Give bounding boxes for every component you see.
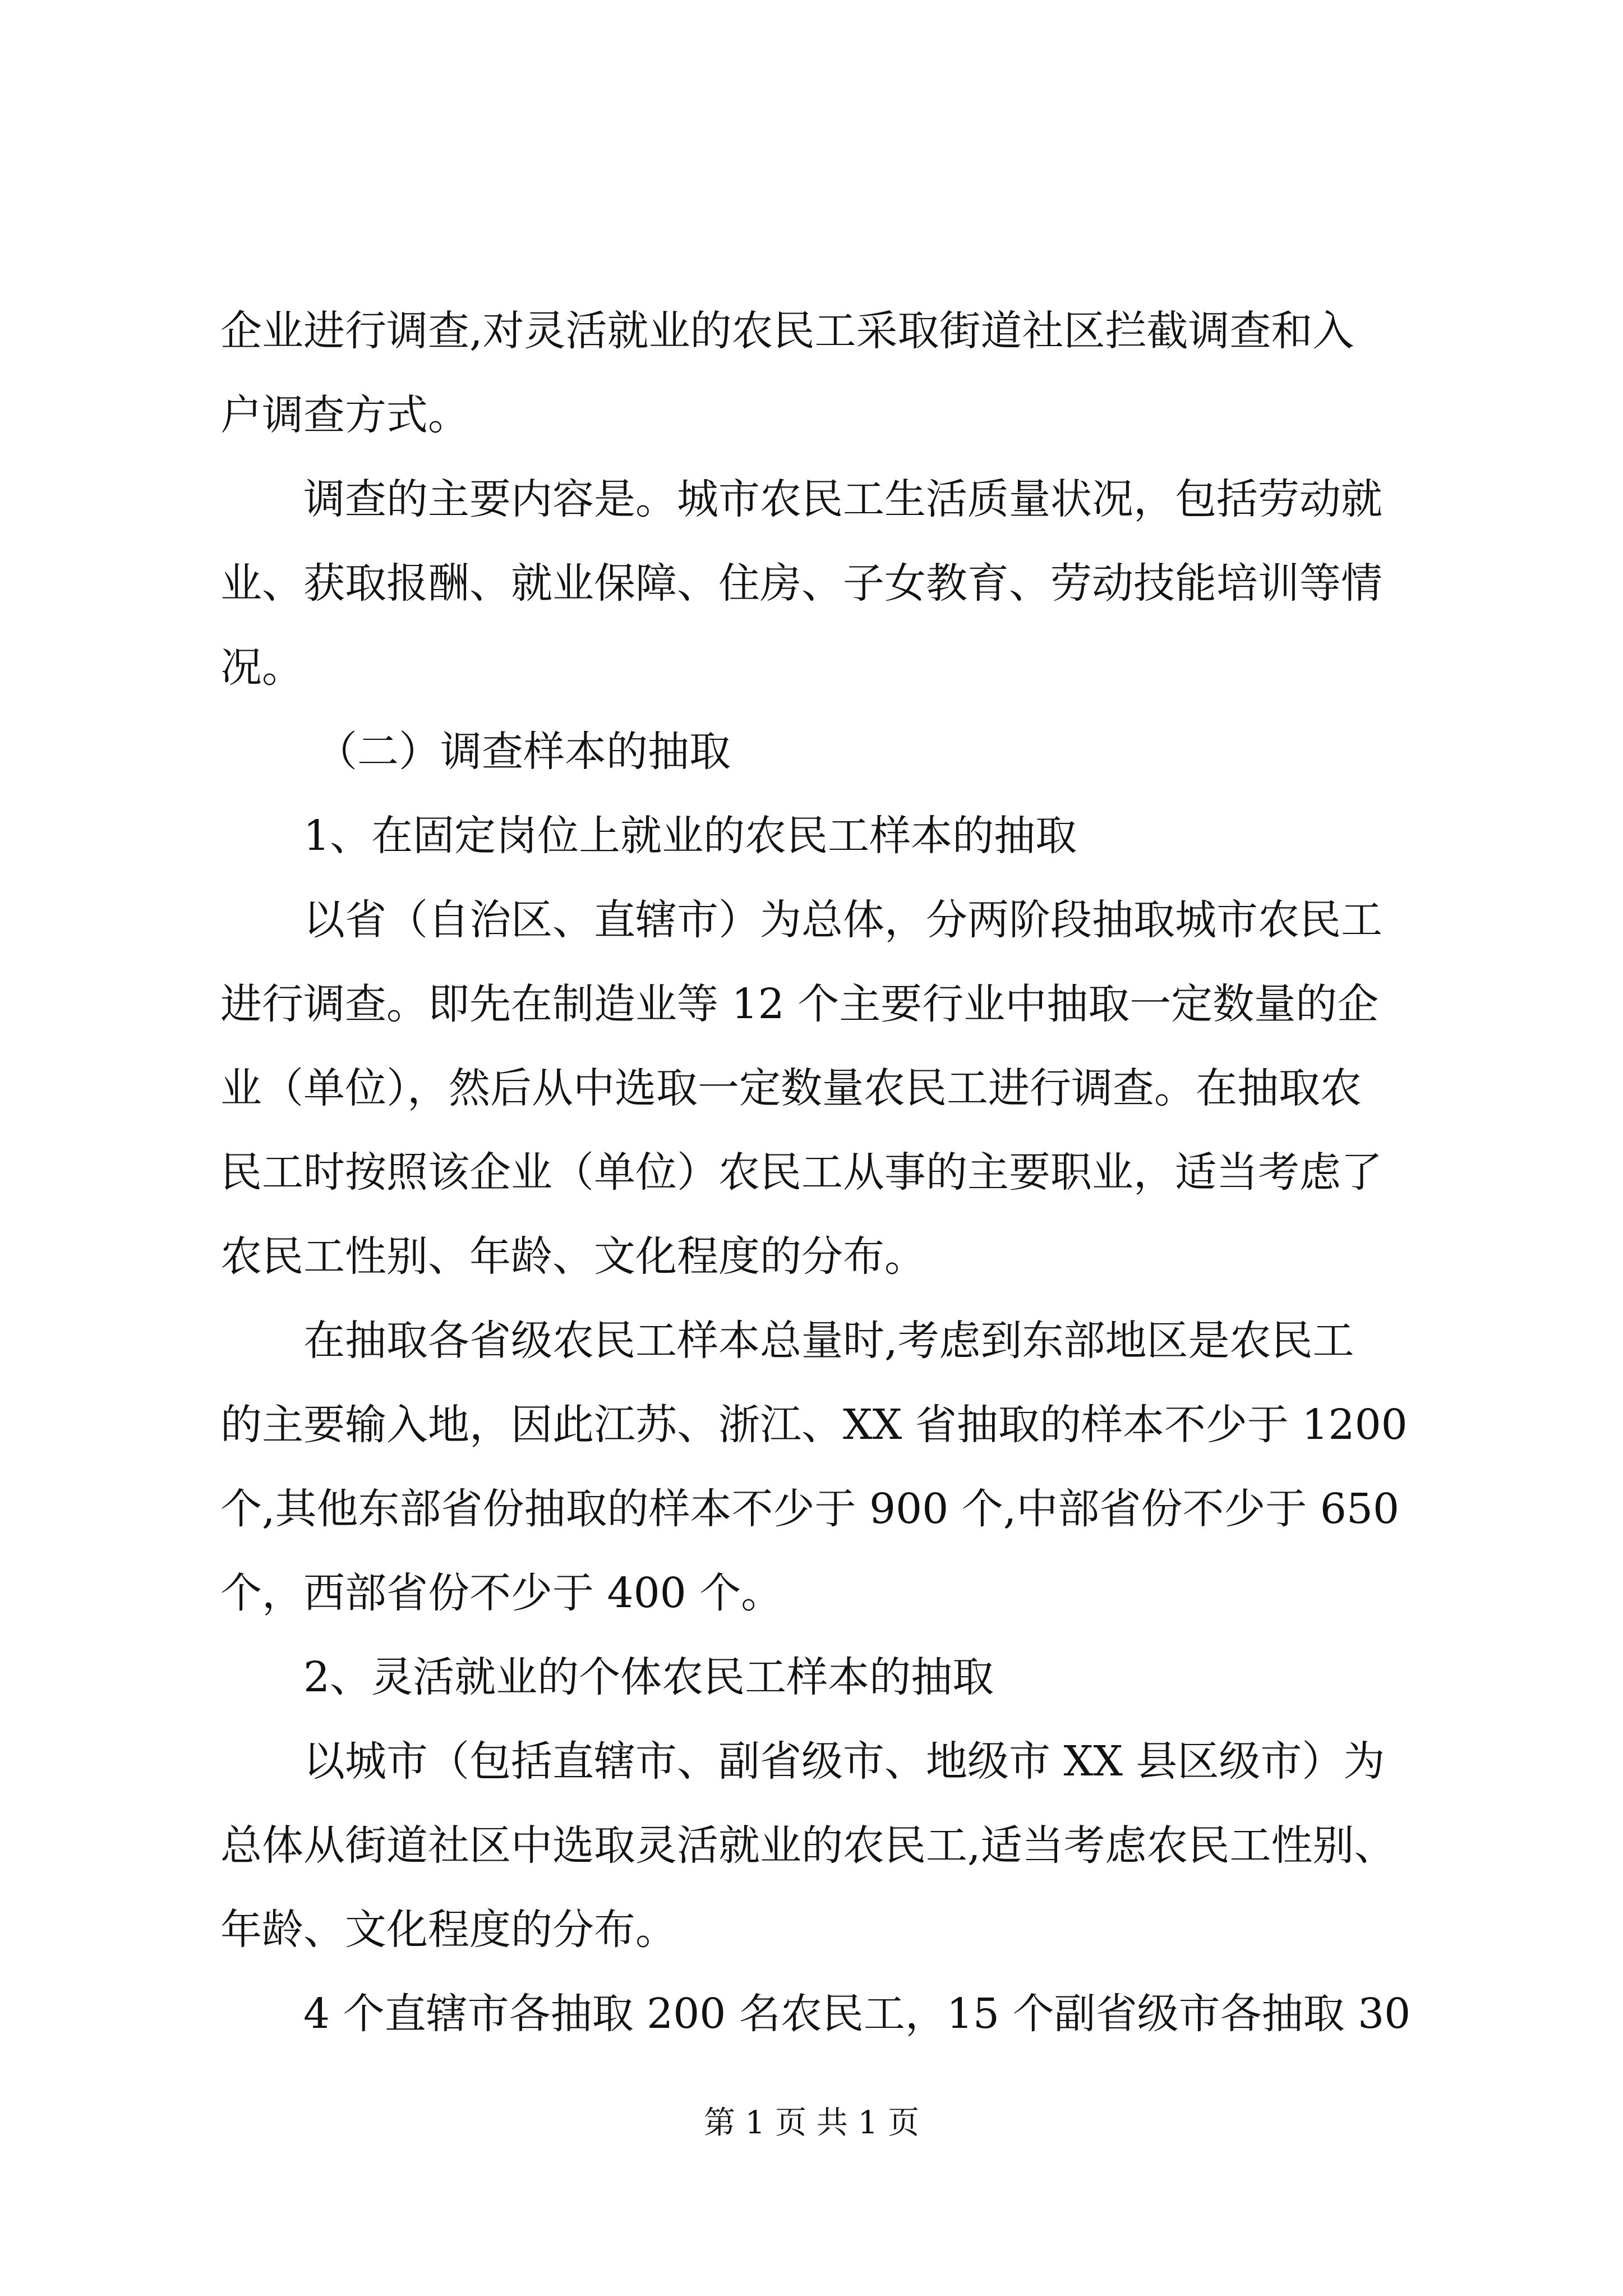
body-line-2: 户调查方式。	[220, 391, 469, 439]
body-line-16: 个，西部省份不少于 400 个。	[220, 1569, 783, 1617]
body-line-20: 年龄、文化程度的分布。	[220, 1906, 677, 1954]
body-line-12: 农民工性别、年龄、文化程度的分布。	[220, 1232, 926, 1281]
section-heading: （二）调查样本的抽取	[316, 728, 731, 776]
body-line-3: 调查的主要内容是。城市农民工生活质量状况，包括劳动就	[303, 475, 1382, 523]
body-line-21: 4 个直辖市各抽取 200 名农民工，15 个副省级市各抽取 30	[303, 1990, 1411, 2038]
body-line-5: 况。	[220, 643, 303, 692]
body-line-19: 总体从街道社区中选取灵活就业的农民工,适当考虑农民工性别、	[220, 1821, 1396, 1870]
body-line-1: 企业进行调查,对灵活就业的农民工采取街道社区拦截调查和入	[220, 307, 1354, 355]
body-line-15: 个,其他东部省份抽取的样本不少于 900 个,中部省份不少于 650	[220, 1485, 1400, 1533]
page-number-footer: 第 1 页 共 1 页	[703, 2105, 920, 2141]
body-line-13: 在抽取各省级农民工样本总量时,考虑到东部地区是农民工	[303, 1317, 1354, 1365]
body-line-18: 以城市（包括直辖市、副省级市、地级市 XX 县区级市）为	[303, 1737, 1385, 1786]
body-line-4: 业、获取报酬、就业保障、住房、子女教育、劳动技能培训等情	[220, 559, 1382, 608]
body-line-8: 以省（自治区、直辖市）为总体，分两阶段抽取城市农民工	[303, 896, 1382, 944]
body-line-10: 业（单位），然后从中选取一定数量农民工进行调查。在抽取农	[220, 1064, 1362, 1112]
subsection-heading-2: 2、灵活就业的个体农民工样本的抽取	[303, 1653, 994, 1701]
body-line-9: 进行调查。即先在制造业等 12 个主要行业中抽取一定数量的企	[220, 980, 1379, 1028]
body-line-11: 民工时按照该企业（单位）农民工从事的主要职业，适当考虑了	[220, 1148, 1382, 1197]
subsection-heading-1: 1、在固定岗位上就业的农民工样本的抽取	[303, 812, 1077, 860]
body-line-14: 的主要输入地，因此江苏、浙江、XX 省抽取的样本不少于 1200	[220, 1401, 1408, 1449]
